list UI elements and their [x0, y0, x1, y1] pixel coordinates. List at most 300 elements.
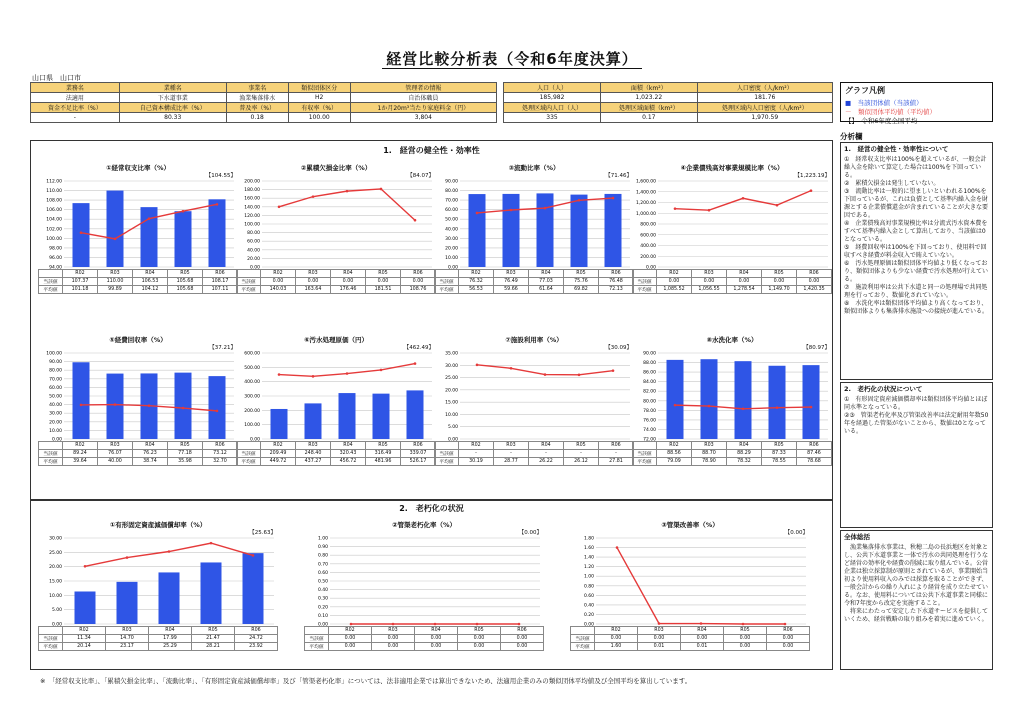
bar-own [75, 591, 96, 624]
value-cell: 0.00 [501, 643, 544, 651]
bar-own [605, 194, 622, 267]
value-cell: - [599, 450, 634, 458]
value-cell: R05 [458, 627, 501, 635]
value-cell: R04 [133, 270, 168, 278]
value-cell: 1.60 [595, 643, 638, 651]
point-average [252, 554, 255, 557]
row-label: 平均値 [633, 286, 657, 294]
national-average: 【462.49】 [403, 345, 434, 351]
row-label [237, 270, 261, 278]
value-cell: 76.23 [133, 450, 168, 458]
tick-label: 0.50 [317, 579, 328, 585]
tick-label: 200.00 [244, 179, 260, 185]
value-cell: R02 [63, 270, 98, 278]
point-average [182, 210, 185, 213]
row-label [633, 442, 657, 450]
row-label: 平均値 [237, 458, 261, 466]
value-cell: 39.64 [63, 458, 98, 466]
row-label: 当該値 [435, 450, 459, 458]
chart-values-table [236, 441, 436, 466]
value-cell: 0.00 [724, 643, 767, 651]
row-label: 平均値 [39, 458, 63, 466]
value-cell: 0.00 [638, 635, 681, 643]
row-label: 当該値 [39, 278, 63, 286]
chart-c3 [434, 163, 634, 291]
chart-plot [38, 177, 238, 269]
point-average [210, 542, 213, 545]
chart-values-table [38, 626, 278, 651]
row-label: 平均値 [305, 643, 329, 651]
value-cell: 78.90 [692, 458, 727, 466]
row-label: 当該値 [305, 635, 329, 643]
tick-label: 0.70 [317, 562, 328, 568]
value-cell: 0.00 [767, 643, 810, 651]
value-cell: 0.00 [724, 635, 767, 643]
value-cell: 1,023.22 [601, 93, 698, 103]
value-cell: R06 [203, 270, 238, 278]
tick-label: 20.00 [49, 420, 62, 426]
tick-label: 60.00 [445, 208, 458, 214]
chart-plot [236, 177, 436, 269]
value-cell: R02 [261, 442, 296, 450]
value-cell: R05 [168, 270, 203, 278]
chart-title: ④企業債残高対事業規模比率（%） [680, 164, 784, 172]
point-average [784, 623, 787, 626]
value-cell: 72.13 [599, 286, 634, 294]
tick-label: 86.00 [643, 370, 656, 376]
tick-label: 98.00 [49, 246, 62, 252]
national-average: 【37.21】 [209, 345, 236, 351]
info-table [30, 82, 497, 123]
value-cell: 0.00 [727, 278, 762, 286]
point-average [414, 362, 417, 365]
value-cell: R05 [192, 627, 235, 635]
tick-label: 20.00 [247, 256, 260, 262]
tick-label: 0.40 [583, 603, 594, 609]
point-average [742, 623, 745, 626]
value-cell: R04 [727, 270, 762, 278]
header-cell: 人口（人） [504, 83, 601, 93]
tick-label: 80.00 [49, 368, 62, 374]
point-average [612, 197, 615, 200]
value-cell: 335 [504, 113, 601, 123]
graph-legend [840, 82, 993, 125]
value-cell: 0.18 [226, 113, 288, 123]
value-cell: 0.00 [501, 635, 544, 643]
bar-own [73, 362, 90, 439]
tick-label: 20.00 [49, 565, 62, 571]
tick-label: 82.00 [643, 389, 656, 395]
value-cell: 28.21 [192, 643, 235, 651]
value-cell: R06 [235, 627, 278, 635]
value-cell: 0.00 [415, 643, 458, 651]
point-average [476, 623, 479, 626]
tick-label: 180.00 [244, 188, 260, 194]
value-cell: 0.00 [401, 278, 436, 286]
value-cell: 0.00 [657, 278, 692, 286]
tick-label: 100.00 [46, 236, 62, 242]
tick-label: 0.30 [317, 596, 328, 602]
value-cell: R03 [494, 270, 529, 278]
info-table-2 [503, 82, 833, 123]
chart-title: ①有形固定資産減価償却率（%） [109, 521, 207, 529]
value-cell: R04 [415, 627, 458, 635]
chart-c1 [38, 163, 238, 291]
value-cell: 77.03 [529, 278, 564, 286]
value-cell: 23.17 [106, 643, 149, 651]
row-label [435, 442, 459, 450]
value-cell: 105.68 [168, 278, 203, 286]
chart-c8 [632, 335, 832, 463]
tick-label: 0.60 [317, 570, 328, 576]
chart-title: ⑧水洗化率（%） [706, 336, 758, 344]
value-cell: 181.51 [366, 286, 401, 294]
value-cell: R02 [63, 627, 106, 635]
point-average [510, 209, 513, 212]
analysis-box-2 [840, 382, 993, 528]
value-cell: 185,982 [504, 93, 601, 103]
tick-label: 25.00 [49, 550, 62, 556]
value-cell: 526.17 [401, 458, 436, 466]
tick-label: 600.00 [244, 351, 260, 357]
value-cell: 30.19 [459, 458, 494, 466]
value-cell: 14.70 [106, 635, 149, 643]
chart-values-table [38, 269, 238, 294]
value-cell: 76.48 [599, 278, 634, 286]
tick-label: 25.00 [445, 376, 458, 382]
row-label: 平均値 [39, 643, 63, 651]
analysis-box-3-title: 全体総括 [844, 533, 870, 541]
tick-label: 110.00 [46, 189, 62, 195]
value-cell: 0.01 [681, 643, 724, 651]
value-cell: R03 [296, 270, 331, 278]
chart-values-table [570, 626, 810, 651]
value-cell: R04 [331, 442, 366, 450]
bar-own [73, 203, 90, 267]
point-average [216, 203, 219, 206]
value-cell: 108.17 [203, 278, 238, 286]
row-label [571, 627, 595, 635]
value-cell: R04 [133, 442, 168, 450]
value-cell: 106.53 [133, 278, 168, 286]
header-cell: 処理区域内人口密度（人/km²） [697, 103, 832, 113]
value-cell: 0.00 [415, 635, 458, 643]
value-cell: R06 [599, 442, 634, 450]
row-label: 平均値 [435, 286, 459, 294]
bar-own [735, 361, 752, 439]
tick-label: 0.00 [249, 437, 260, 441]
value-cell: R02 [261, 270, 296, 278]
value-cell: R04 [727, 442, 762, 450]
tick-label: 5.00 [51, 608, 62, 614]
row-label: 当該値 [633, 450, 657, 458]
tick-label: 80.00 [247, 231, 260, 237]
bar-own [803, 365, 820, 439]
chart-title: ⑤経費回収率（%） [109, 336, 167, 344]
bar-own [373, 394, 390, 439]
value-cell: 0.17 [601, 113, 698, 123]
value-cell: 110.00 [98, 278, 133, 286]
tick-label: 90.00 [445, 179, 458, 185]
chart-values-table [632, 269, 832, 294]
analysis-box-1-title: 1. 経営の健全性・効率性について [844, 145, 949, 153]
bar-own [667, 360, 684, 439]
value-cell: R05 [724, 627, 767, 635]
point-average [84, 565, 87, 568]
value-cell: 0.00 [372, 635, 415, 643]
row-label [633, 270, 657, 278]
value-cell: - [31, 113, 120, 123]
value-cell: 78.68 [797, 458, 832, 466]
tick-label: 300.00 [244, 394, 260, 400]
header-cell: 資金不足比率（%） [31, 103, 120, 113]
value-cell: 0.00 [692, 278, 727, 286]
header-cell: 処理区域面積（km²） [601, 103, 698, 113]
tick-label: 0.20 [583, 612, 594, 618]
tick-label: 140.00 [244, 205, 260, 211]
value-cell: R03 [494, 442, 529, 450]
point-average [578, 374, 581, 377]
value-cell: 27.81 [599, 458, 634, 466]
value-cell: 0.00 [767, 635, 810, 643]
tick-label: 78.00 [643, 408, 656, 414]
tick-label: 1,600.00 [635, 179, 656, 185]
tick-label: 10.00 [49, 593, 62, 599]
point-average [476, 212, 479, 215]
header-cell: 類似団体区分 [288, 83, 350, 93]
tick-label: 70.00 [49, 377, 62, 383]
bar-own [469, 194, 486, 267]
value-cell: 108.76 [401, 286, 436, 294]
value-cell: R05 [168, 442, 203, 450]
value-cell: R04 [681, 627, 724, 635]
value-cell: R04 [331, 270, 366, 278]
value-cell: 339.07 [401, 450, 436, 458]
tick-label: 0.10 [317, 613, 328, 619]
analysis-box-3 [840, 530, 993, 670]
value-cell: 76.07 [98, 450, 133, 458]
chart-values-table [304, 626, 544, 651]
chart-c9 [38, 520, 278, 648]
value-cell: 73.12 [203, 450, 238, 458]
national-average: 【0.00】 [784, 530, 808, 536]
tick-label: 1,200.00 [635, 201, 656, 206]
chart-title: ⑥汚水処理原価（円） [303, 336, 368, 344]
point-average [168, 550, 171, 553]
tick-label: 0.00 [583, 622, 594, 626]
value-cell: R05 [366, 270, 401, 278]
value-cell: R05 [564, 270, 599, 278]
value-cell: 209.49 [261, 450, 296, 458]
row-label: 平均値 [237, 286, 261, 294]
chart-plot [632, 349, 832, 441]
tick-label: 30.00 [445, 236, 458, 242]
value-cell: R02 [657, 270, 692, 278]
tick-label: 80.00 [643, 399, 656, 405]
value-cell: 69.82 [564, 286, 599, 294]
section1-title: 1. 経営の健全性・効率性 [383, 146, 480, 155]
row-label [305, 627, 329, 635]
value-cell: 107.11 [203, 286, 238, 294]
value-cell: 75.76 [564, 278, 599, 286]
chart-plot [38, 534, 278, 626]
value-cell: 0.00 [372, 643, 415, 651]
value-cell: 0.00 [329, 635, 372, 643]
tick-label: 76.00 [643, 418, 656, 424]
value-cell: 24.72 [235, 635, 278, 643]
tick-label: 100.00 [244, 222, 260, 228]
value-cell: 87.46 [797, 450, 832, 458]
tick-label: 100.00 [46, 351, 62, 357]
row-label [39, 442, 63, 450]
point-average [658, 622, 661, 625]
point-average [510, 367, 513, 370]
national-average: 【84.07】 [407, 173, 434, 179]
value-cell: 316.49 [366, 450, 401, 458]
tick-label: 1.20 [583, 565, 594, 571]
value-cell: 漁業集落排水 [226, 93, 288, 103]
value-cell: 449.72 [261, 458, 296, 466]
tick-label: 0.80 [317, 553, 328, 559]
value-cell: 0.00 [366, 278, 401, 286]
value-cell: 76.49 [494, 278, 529, 286]
tick-label: 40.00 [49, 403, 62, 409]
value-cell: 88.29 [727, 450, 762, 458]
value-cell: 59.66 [494, 286, 529, 294]
value-cell: R03 [692, 270, 727, 278]
value-cell: 0.00 [329, 643, 372, 651]
value-cell: 1,149.70 [762, 286, 797, 294]
bar-own [769, 366, 786, 439]
point-average [392, 623, 395, 626]
bar-own [701, 359, 718, 439]
row-label [237, 442, 261, 450]
value-cell: 105.68 [168, 286, 203, 294]
tick-label: 1.00 [583, 574, 594, 580]
tick-label: 94.00 [49, 265, 62, 269]
point-average [278, 373, 281, 376]
value-cell: 99.89 [98, 286, 133, 294]
tick-label: 200.00 [640, 254, 656, 260]
row-label: 当該値 [435, 278, 459, 286]
value-cell: 88.56 [657, 450, 692, 458]
header-cell: 業種名 [119, 83, 226, 93]
point-average [708, 209, 711, 212]
point-average [616, 546, 619, 549]
value-cell: 181.76 [697, 93, 832, 103]
point-average [346, 372, 349, 375]
tick-label: 600.00 [640, 233, 656, 239]
value-cell: R06 [797, 442, 832, 450]
analysis-heading: 分析欄 [840, 132, 863, 141]
row-label: 当該値 [237, 450, 261, 458]
chart-c11 [570, 520, 810, 648]
value-cell: R06 [401, 270, 436, 278]
tick-label: 72.00 [643, 437, 656, 441]
value-cell: 76.32 [459, 278, 494, 286]
value-cell: 0.00 [681, 635, 724, 643]
tick-label: 0.00 [51, 622, 62, 626]
chart-c2 [236, 163, 436, 291]
bar-own [107, 374, 124, 439]
value-cell: 自治体職員 [350, 93, 496, 103]
tick-label: 108.00 [46, 198, 62, 204]
value-cell: 101.18 [63, 286, 98, 294]
header-cell: 有収率（%） [288, 103, 350, 113]
bar-own [407, 390, 424, 439]
bar-own [209, 199, 226, 267]
tick-label: 0.00 [447, 265, 458, 269]
national-average: 【30.09】 [605, 345, 632, 351]
tick-label: 20.00 [445, 246, 458, 252]
tick-label: 90.00 [643, 351, 656, 357]
point-average [414, 219, 417, 222]
point-average [776, 204, 779, 207]
value-cell: 法適用 [31, 93, 120, 103]
value-cell: R03 [372, 627, 415, 635]
row-label: 当該値 [633, 278, 657, 286]
national-average: 【71.46】 [605, 173, 632, 179]
tick-label: 50.00 [445, 217, 458, 223]
value-cell: R02 [459, 270, 494, 278]
chart-title: ②管渠老朽化率（%） [391, 521, 457, 529]
chart-plot [434, 177, 634, 269]
chart-title: ③管渠改善率（%） [661, 521, 719, 529]
point-average [700, 622, 703, 625]
tick-label: 112.00 [46, 179, 62, 185]
tick-label: 0.60 [583, 593, 594, 599]
value-cell: R03 [98, 270, 133, 278]
national-average: 【25.63】 [249, 530, 276, 536]
chart-plot [570, 534, 810, 626]
header-cell: 処理区域内人口（人） [504, 103, 601, 113]
chart-plot [236, 349, 436, 441]
value-cell: 456.72 [331, 458, 366, 466]
bar-own [339, 393, 356, 439]
value-cell: R05 [366, 442, 401, 450]
point-average [810, 406, 813, 409]
value-cell: 32.70 [203, 458, 238, 466]
tick-label: 74.00 [643, 427, 656, 433]
legend-item-avg: － 類似団体平均値（平均値） [845, 108, 936, 116]
header-cell: 1か月20m³当たり家庭料金（円） [350, 103, 496, 113]
bar-own [571, 195, 588, 267]
value-cell: 100.00 [288, 113, 350, 123]
chart-values-table [632, 441, 832, 466]
tick-label: 0.80 [583, 584, 594, 590]
value-cell: 38.74 [133, 458, 168, 466]
point-average [380, 369, 383, 372]
tick-label: 0.00 [249, 265, 260, 269]
value-cell: R03 [106, 627, 149, 635]
value-cell: R06 [767, 627, 810, 635]
header-cell: 面積（km²） [601, 83, 698, 93]
point-average [312, 195, 315, 198]
line-average [675, 191, 811, 211]
value-cell: 0.00 [458, 643, 501, 651]
tick-label: 1,000.00 [635, 211, 656, 217]
chart-values-table [38, 441, 238, 466]
tick-label: 60.00 [49, 385, 62, 391]
point-average [742, 197, 745, 200]
tick-label: 800.00 [640, 222, 656, 228]
value-cell: R05 [762, 270, 797, 278]
value-cell: 0.00 [261, 278, 296, 286]
point-average [612, 369, 615, 372]
chart-c6 [236, 335, 436, 463]
value-cell: 88.70 [692, 450, 727, 458]
value-cell: 77.18 [168, 450, 203, 458]
